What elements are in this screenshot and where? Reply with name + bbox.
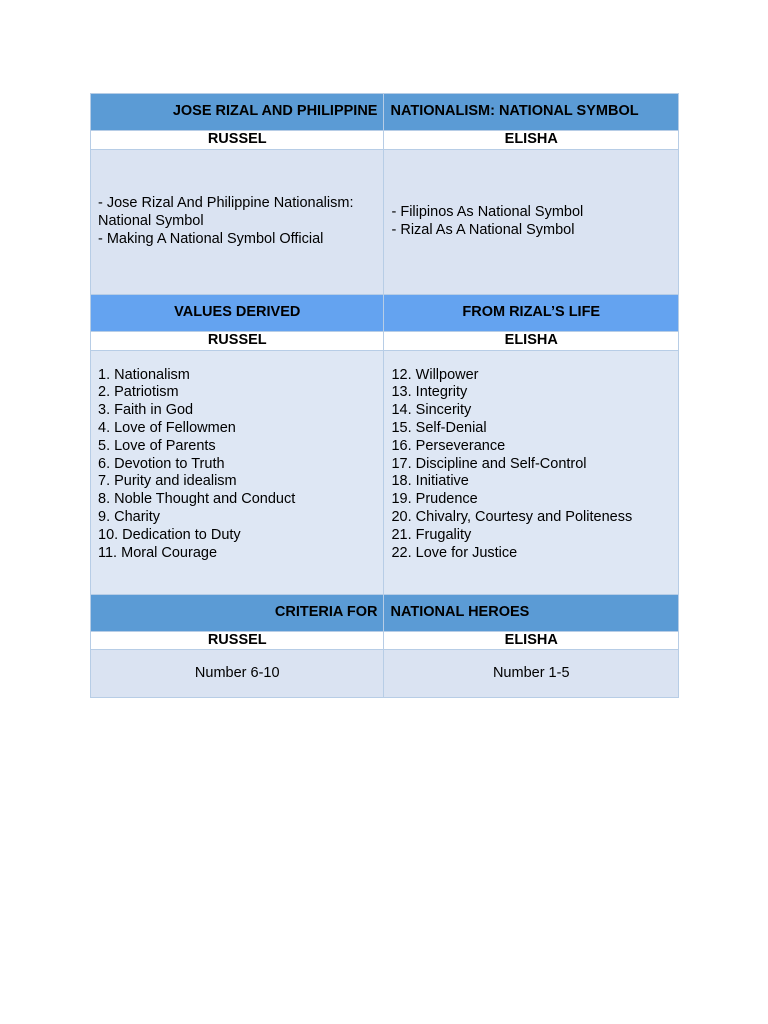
section1-right-line: - Rizal As A National Symbol [391,221,575,238]
section1-left-line: - Jose Rizal And Philippine Nationalism: [98,195,354,212]
section3-names-row [91,631,679,650]
section1-left-line: - Making A National Symbol Official [98,230,324,247]
section2-body-row [91,350,679,594]
value-item: 9. Charity [98,508,161,525]
value-item: 18. Initiative [391,473,469,490]
section1-header-right: NATIONALISM: NATIONAL SYMBOL [384,94,679,131]
value-item: 2. Patriotism [98,384,179,401]
value-item: 3. Faith in God [98,402,194,419]
section1-name-left: RUSSEL [91,131,384,150]
value-item: 4. Love of Fellowmen [98,419,236,436]
value-item: 7. Purity and idealism [98,473,237,490]
section2-header-left: VALUES DERIVED [91,294,384,331]
section2-name-right: ELISHA [384,331,679,350]
section1-name-right: ELISHA [384,131,679,150]
value-item: 10. Dedication to Duty [98,526,241,543]
value-item: 22. Love for Justice [391,544,518,561]
document-table [90,93,679,698]
section1-header-left: JOSE RIZAL AND PHILIPPINE [91,94,384,131]
section3-header-right: NATIONAL HEROES [384,594,679,631]
section2-left-cell [91,350,384,594]
section2-header-right: FROM RIZAL’S LIFE [384,294,679,331]
value-item: 21. Frugality [391,526,472,543]
value-item: 17. Discipline and Self-Control [391,455,587,472]
section3-header-left: CRITERIA FOR [91,594,384,631]
value-item: 12. Willpower [391,366,479,383]
section1-header-row [91,94,679,131]
section2-header-row [91,294,679,331]
section3-body-row [91,650,679,698]
value-item: 8. Noble Thought and Conduct [98,491,296,508]
section3-name-left: RUSSEL [91,631,384,650]
value-item: 19. Prudence [391,491,478,508]
section2-right-cell [384,350,679,594]
section3-right-value: Number 1-5 [384,650,679,698]
section3-name-right: ELISHA [384,631,679,650]
value-item: 6. Devotion to Truth [98,455,225,472]
value-item: 16. Perseverance [391,437,506,454]
section1-right-line: - Filipinos As National Symbol [391,204,584,220]
section1-left-cell [91,149,384,294]
section1-names-row [91,131,679,150]
value-item: 15. Self-Denial [391,419,487,436]
value-item: 11. Moral Courage [98,544,218,561]
section3-left-value: Number 6-10 [91,650,384,698]
value-item: 20. Chivalry, Courtesy and Politeness [391,508,633,525]
section2-names-row [91,331,679,350]
section1-body-row [91,149,679,294]
value-item: 5. Love of Parents [98,437,216,454]
value-item: 14. Sincerity [391,402,472,419]
section1-right-cell [384,149,679,294]
section1-left-line: National Symbol [98,212,204,229]
value-item: 13. Integrity [391,384,468,401]
value-item: 1. Nationalism [98,366,190,383]
section2-name-left: RUSSEL [91,331,384,350]
section3-header-row [91,594,679,631]
